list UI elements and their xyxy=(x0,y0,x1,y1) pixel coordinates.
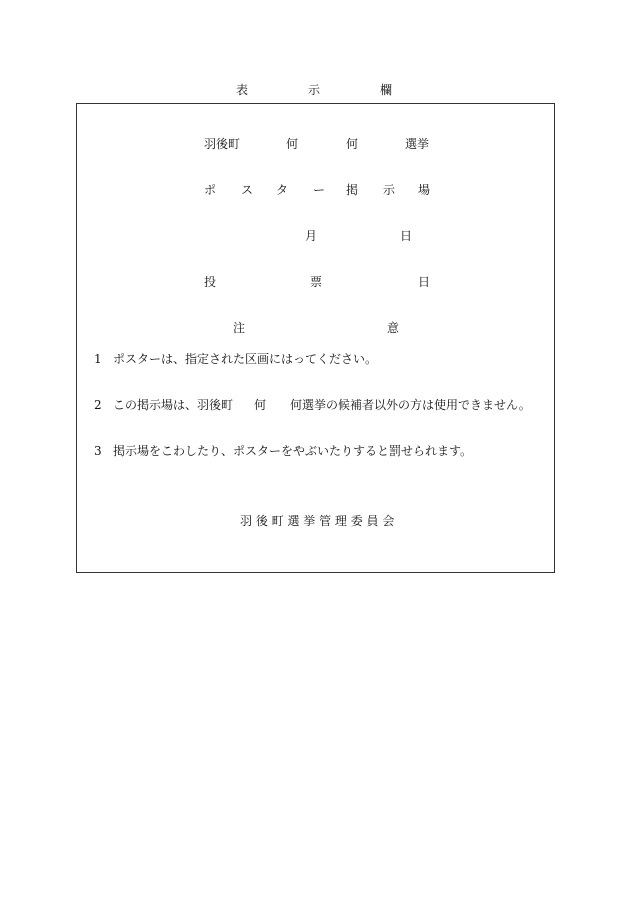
note-number: 2 xyxy=(94,398,102,412)
note-text: 何選挙の候補者以外の方は使用できません。 xyxy=(290,398,531,412)
poster-char: タ xyxy=(276,183,289,197)
day-label: 日 xyxy=(400,229,413,243)
note-text: 何 xyxy=(254,398,267,412)
note-number: 1 xyxy=(94,352,102,366)
poster-char: ー xyxy=(313,183,326,197)
poster-char: 場 xyxy=(418,183,431,197)
note-text: 掲示場をこわしたり、ポスターをやぶいたりすると罰せられます。 xyxy=(113,444,473,458)
poster-char: 示 xyxy=(383,183,396,197)
title-char: 欄 xyxy=(380,83,393,97)
note-number: 3 xyxy=(94,444,102,458)
title-char: 示 xyxy=(308,83,321,97)
notes-heading-char: 注 xyxy=(233,321,246,335)
vote-char: 票 xyxy=(310,275,323,289)
poster-char: ス xyxy=(241,183,254,197)
notes-heading-char: 意 xyxy=(387,321,400,335)
placeholder-what: 何 xyxy=(346,137,359,151)
issuer: 羽 後 町 選 挙 管 理 委 員 会 xyxy=(240,514,395,528)
note-text: この掲示場は、羽後町 xyxy=(113,398,234,412)
vote-char: 日 xyxy=(418,275,431,289)
notice-box xyxy=(76,103,555,573)
title-char: 表 xyxy=(236,83,249,97)
election-word: 選挙 xyxy=(405,137,430,151)
placeholder-what: 何 xyxy=(286,137,299,151)
poster-char: 掲 xyxy=(346,183,359,197)
town-name: 羽後町 xyxy=(204,137,241,151)
poster-char: ポ xyxy=(204,183,217,197)
month-label: 月 xyxy=(305,229,318,243)
vote-char: 投 xyxy=(204,275,217,289)
note-text: ポスターは、指定された区画にはってください。 xyxy=(113,352,378,366)
